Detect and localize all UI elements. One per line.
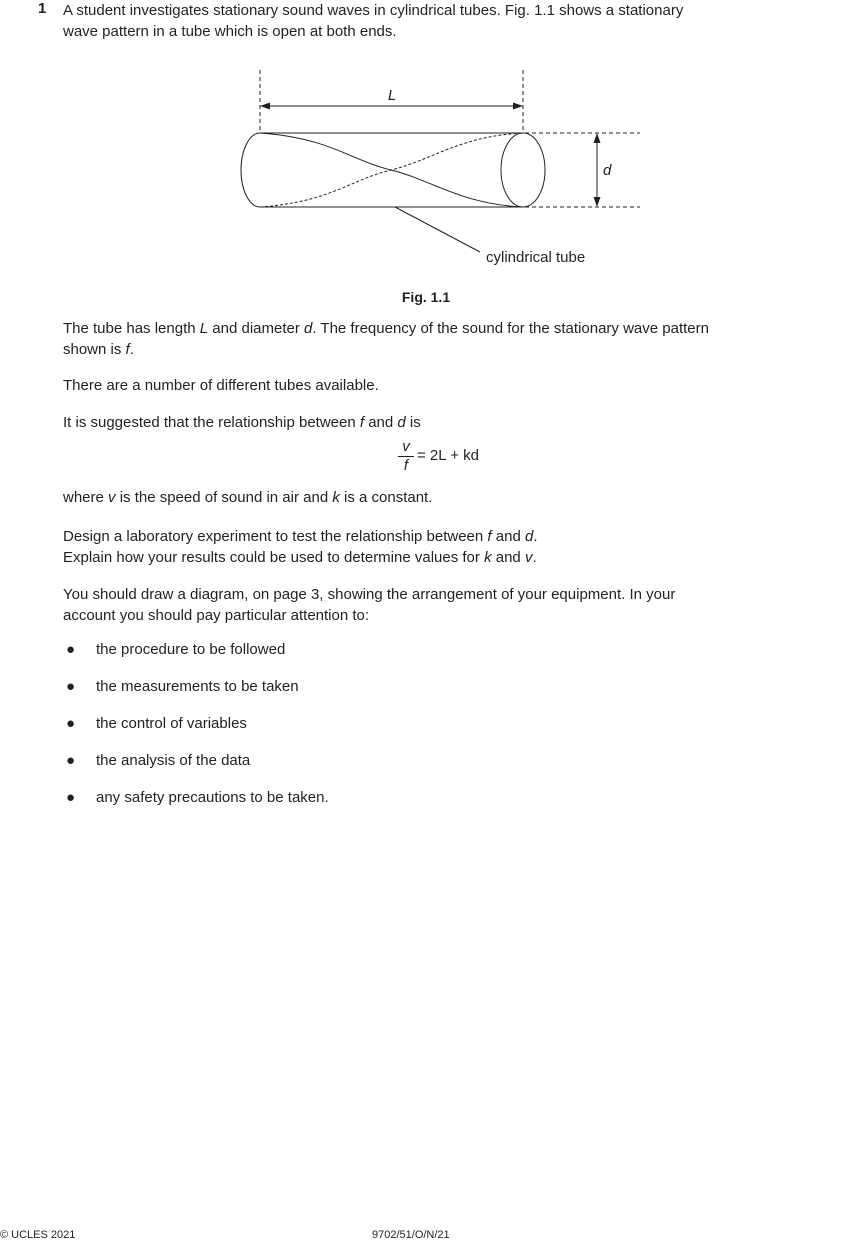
paragraph-tubes-available: There are a number of different tubes available. (63, 377, 379, 394)
figure-stationary-wave-tube (0, 60, 852, 270)
label-cylindrical-tube: cylindrical tube (486, 249, 586, 266)
question-intro (63, 0, 821, 42)
task-line-1: Design a laboratory experiment to test the relationship between f and d. (63, 528, 538, 545)
diameter-arrowhead-bottom (594, 197, 601, 207)
p1-line-1: The tube has length L and diameter d. The frequency of the sound for the stationary wave pattern (63, 320, 709, 337)
p1-line-2: shown is f. (63, 341, 134, 358)
tube-left-end (241, 133, 260, 207)
bullet-dot: ● (66, 641, 76, 658)
wave-dashed-curve (260, 133, 523, 207)
diameter-arrowhead-top (594, 133, 601, 143)
bullet-control-variables: the control of variables (96, 715, 247, 732)
instructions-line-2: account you should pay particular attention to: (63, 607, 370, 624)
formula-fraction (398, 438, 414, 474)
figure-caption: Fig. 1.1 (401, 289, 451, 305)
bullet-measurements: the measurements to be taken (96, 678, 299, 695)
question-number: 1 (38, 0, 47, 17)
paragraph-tube-description (63, 318, 821, 360)
label-d: d (603, 162, 612, 179)
task-line-2: Explain how your results could be used to determine values for k and v. (63, 549, 537, 566)
bullet-dot: ● (66, 789, 76, 806)
length-arrowhead-left (260, 103, 270, 110)
formula-denominator: f (403, 457, 409, 474)
intro-line-1: A student investigates stationary sound waves in cylindrical tubes. Fig. 1.1 shows a stationary (63, 2, 684, 19)
tube-label-leader (395, 207, 480, 252)
formula-numerator: v (402, 438, 410, 455)
paragraph-task (63, 526, 821, 568)
paragraph-instructions (63, 584, 821, 626)
label-L: L (387, 87, 397, 104)
bullet-analysis: the analysis of the data (96, 752, 251, 769)
tube-right-end (501, 133, 545, 207)
length-arrowhead-right (513, 103, 523, 110)
formula (0, 438, 852, 478)
footer-copyright: © UCLES 2021 (0, 1229, 76, 1241)
footer-paper-code: 9702/51/O/N/21 (372, 1229, 450, 1241)
bullet-dot: ● (66, 678, 76, 695)
paragraph-where: where v is the speed of sound in air and k is a constant. (63, 489, 433, 506)
formula-rhs: = 2L + kd (417, 447, 479, 464)
bullet-dot: ● (66, 715, 76, 732)
bullet-safety: any safety precautions to be taken. (96, 789, 329, 806)
bullet-procedure: the procedure to be followed (96, 641, 286, 658)
intro-line-2: wave pattern in a tube which is open at both ends. (63, 23, 397, 40)
paragraph-relationship: It is suggested that the relationship between f and d is (63, 414, 421, 431)
bullet-dot: ● (66, 752, 76, 769)
instructions-line-1: You should draw a diagram, on page 3, showing the arrangement of your equipment. In your (63, 586, 676, 603)
